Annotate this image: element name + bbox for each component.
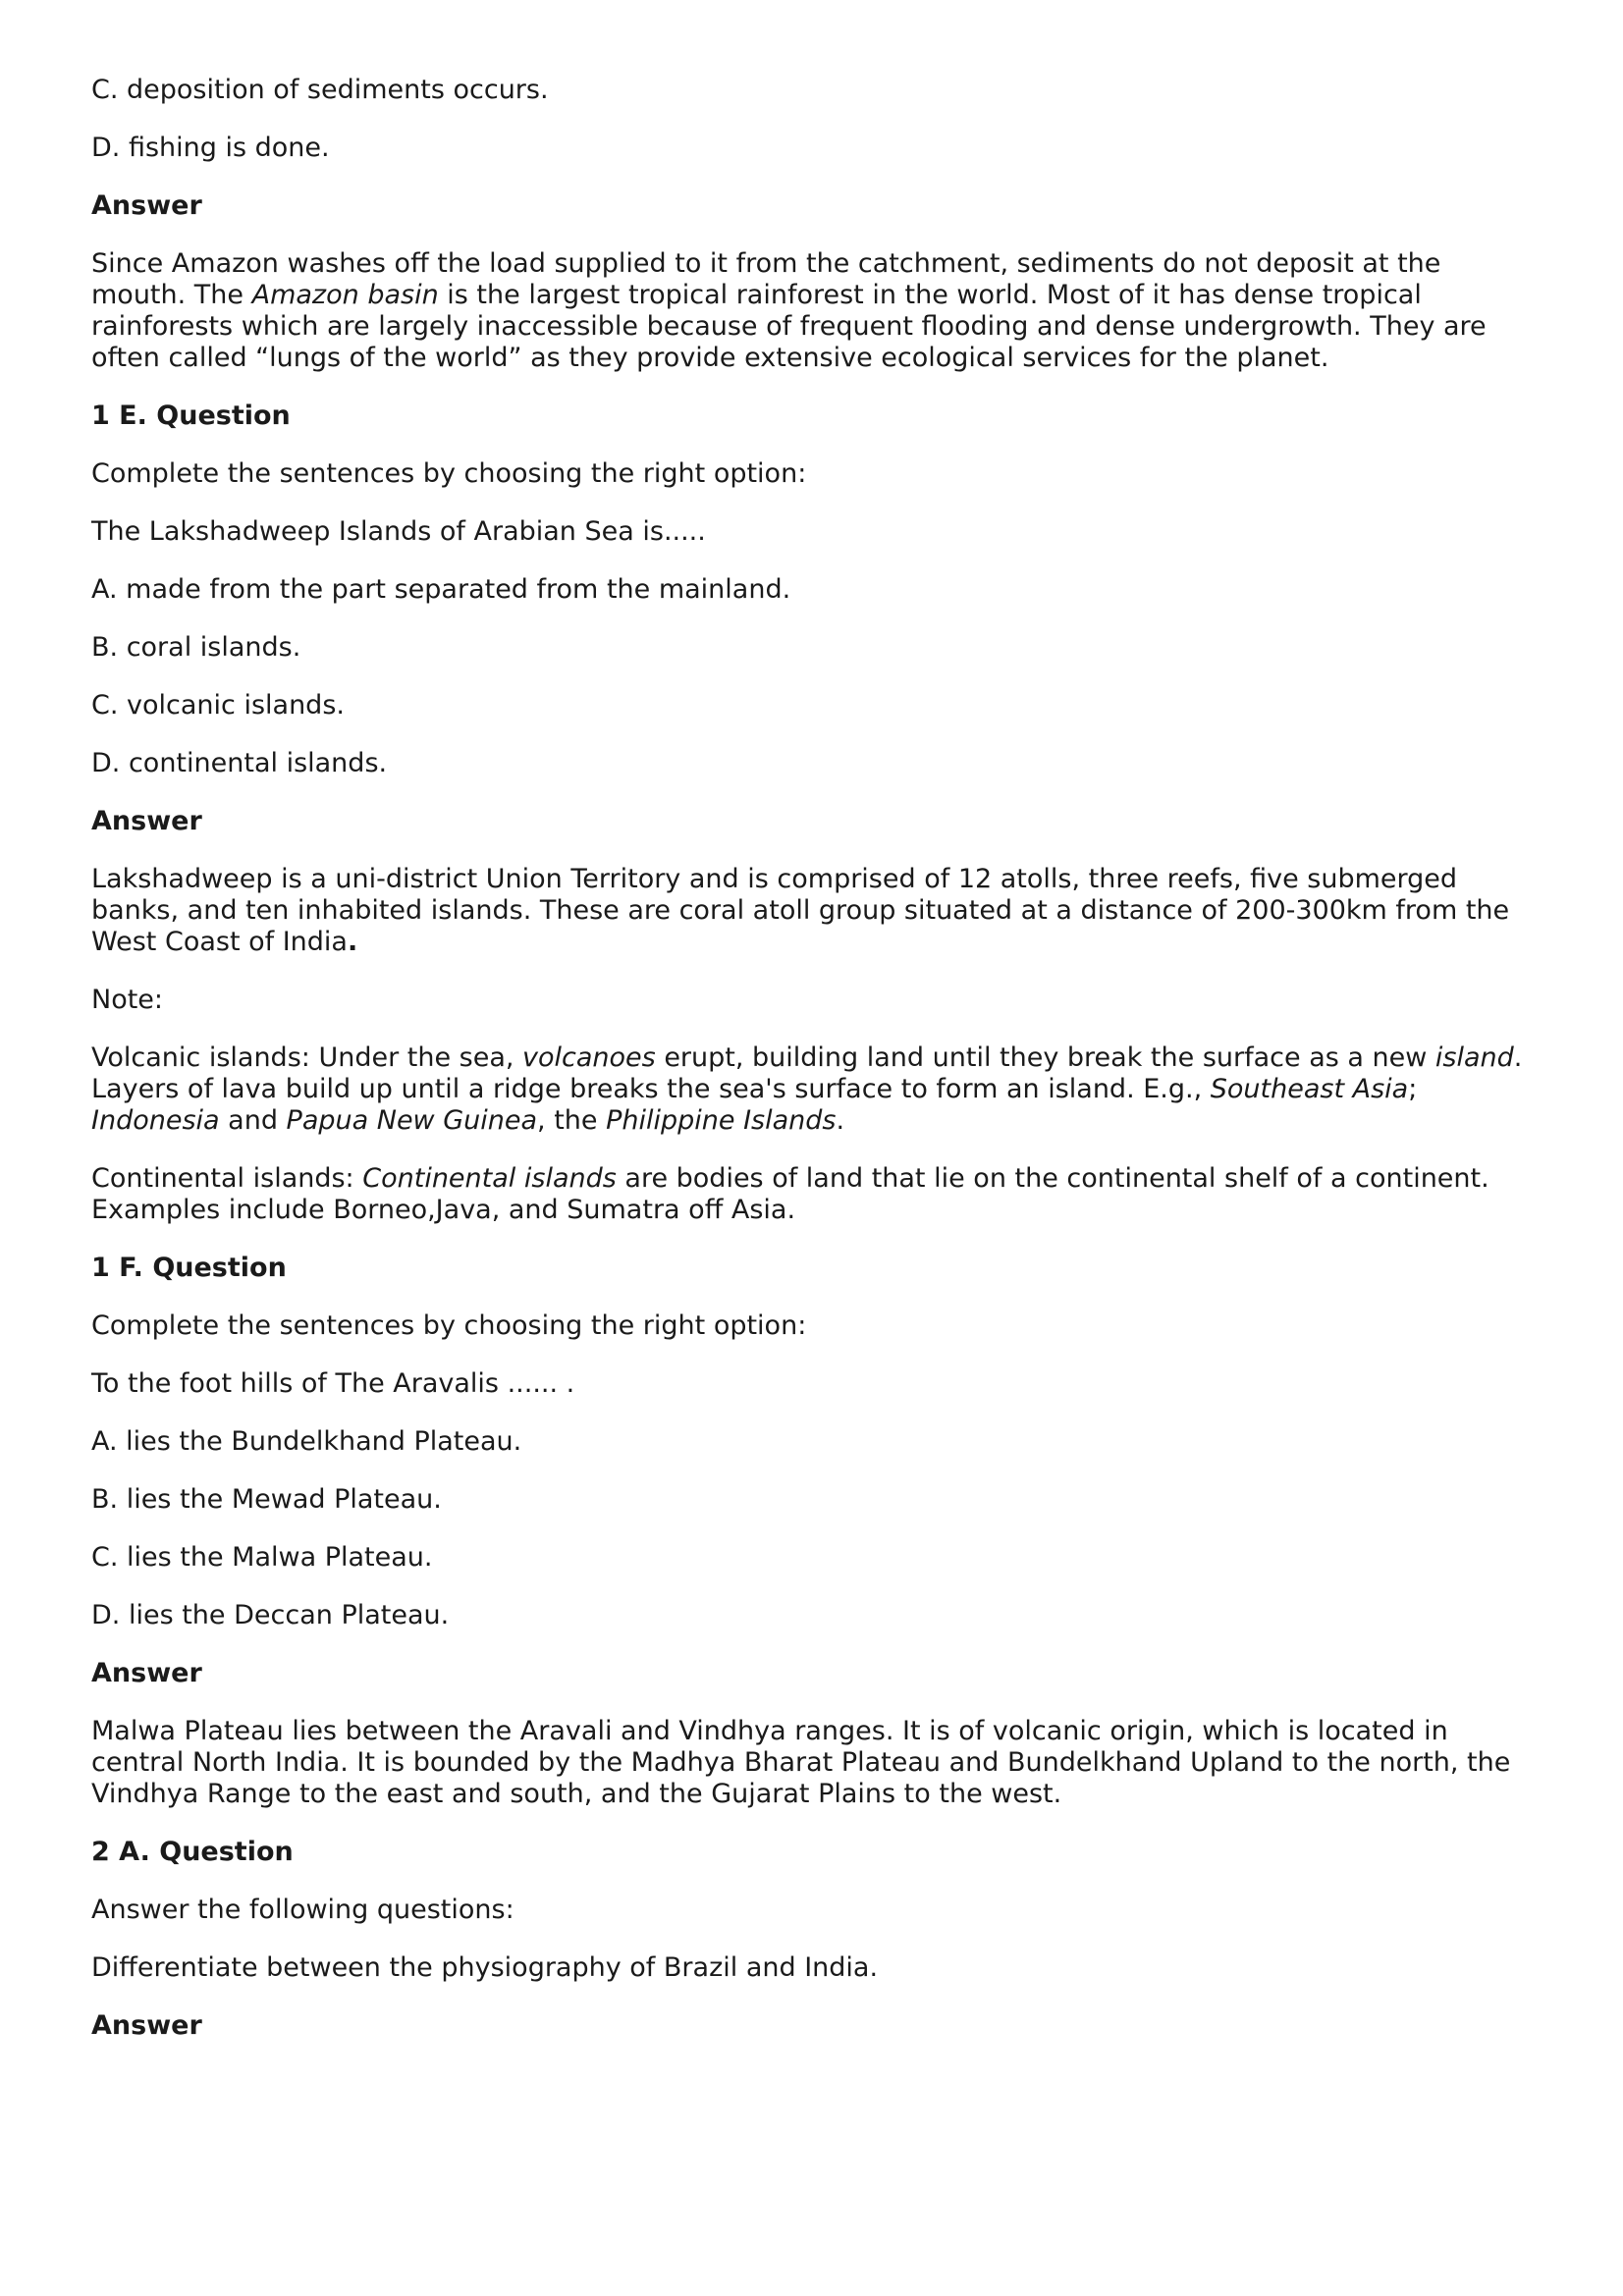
- answer-heading: Answer: [91, 190, 202, 221]
- option-c: C. lies the Malwa Plateau.: [91, 1542, 433, 1573]
- note-label: Note:: [91, 985, 164, 1015]
- answer-text: Since Amazon washes off the load supplied to it from the catchment, sediments do not deposit at the mouth. The Amazon basin is the largest tropical rainforest in the world. Most of it has dense tropical rainforests which are largely inaccessible because of frequent flooding and dense undergrowth. They are often called “lungs of the world” as they provide extensive ecological services for the planet.: [91, 248, 1487, 373]
- italic-term: Amazon basin: [251, 280, 439, 310]
- option-b: B. coral islands.: [91, 632, 301, 663]
- question-instruction: Complete the sentences by choosing the right option:: [91, 458, 807, 489]
- question-heading: 2 A. Question: [91, 1837, 294, 1867]
- option-a: A. made from the part separated from the mainland.: [91, 574, 791, 605]
- option-d: D. continental islands.: [91, 748, 388, 778]
- option-d: D. lies the Deccan Plateau.: [91, 1600, 450, 1630]
- question-instruction: Complete the sentences by choosing the right option:: [91, 1310, 807, 1341]
- option-a: A. lies the Bundelkhand Plateau.: [91, 1426, 522, 1457]
- answer-heading: Answer: [91, 2010, 202, 2041]
- question-instruction: Answer the following questions:: [91, 1895, 514, 1925]
- answer-heading: Answer: [91, 806, 202, 836]
- question-stem: The Lakshadweep Islands of Arabian Sea is.....: [91, 516, 706, 547]
- answer-text: Lakshadweep is a uni-district Union Territory and is comprised of 12 atolls, three reefs, five submerged banks, and ten inhabited islands. These are coral atoll group situated at a distance of 200-300km from the West Coast of India.: [91, 864, 1510, 957]
- option-b: B. lies the Mewad Plateau.: [91, 1484, 442, 1515]
- option-c: C. volcanic islands.: [91, 690, 345, 721]
- answer-text: Malwa Plateau lies between the Aravali and Vindhya ranges. It is of volcanic origin, which is located in central North India. It is bounded by the Madhya Bharat Plateau and Bundelkhand Upland to the north, the Vindhya Range to the east and south, and the Gujarat Plains to the west.: [91, 1716, 1511, 1809]
- question-heading: 1 E. Question: [91, 400, 291, 431]
- option-d: D. fishing is done.: [91, 133, 330, 163]
- note-continental-islands: Continental islands: Continental islands are bodies of land that lie on the continental shelf of a continent. Examples include Borneo,Java, and Sumatra off Asia.: [91, 1163, 1489, 1225]
- note-volcanic-islands: Volcanic islands: Under the sea, volcanoes erupt, building land until they break the surface as a new island. Layers of lava build up until a ridge breaks the sea's surface to form an island. E.g., Southeast Asia; Indonesia and Papua New Guinea, the Philippine Islands.: [91, 1042, 1523, 1136]
- answer-heading: Answer: [91, 1658, 202, 1688]
- question-stem: Differentiate between the physiography of Brazil and India.: [91, 1952, 879, 1983]
- question-heading: 1 F. Question: [91, 1253, 287, 1283]
- question-stem: To the foot hills of The Aravalis ...... .: [91, 1368, 575, 1399]
- option-c: C. deposition of sediments occurs.: [91, 75, 549, 105]
